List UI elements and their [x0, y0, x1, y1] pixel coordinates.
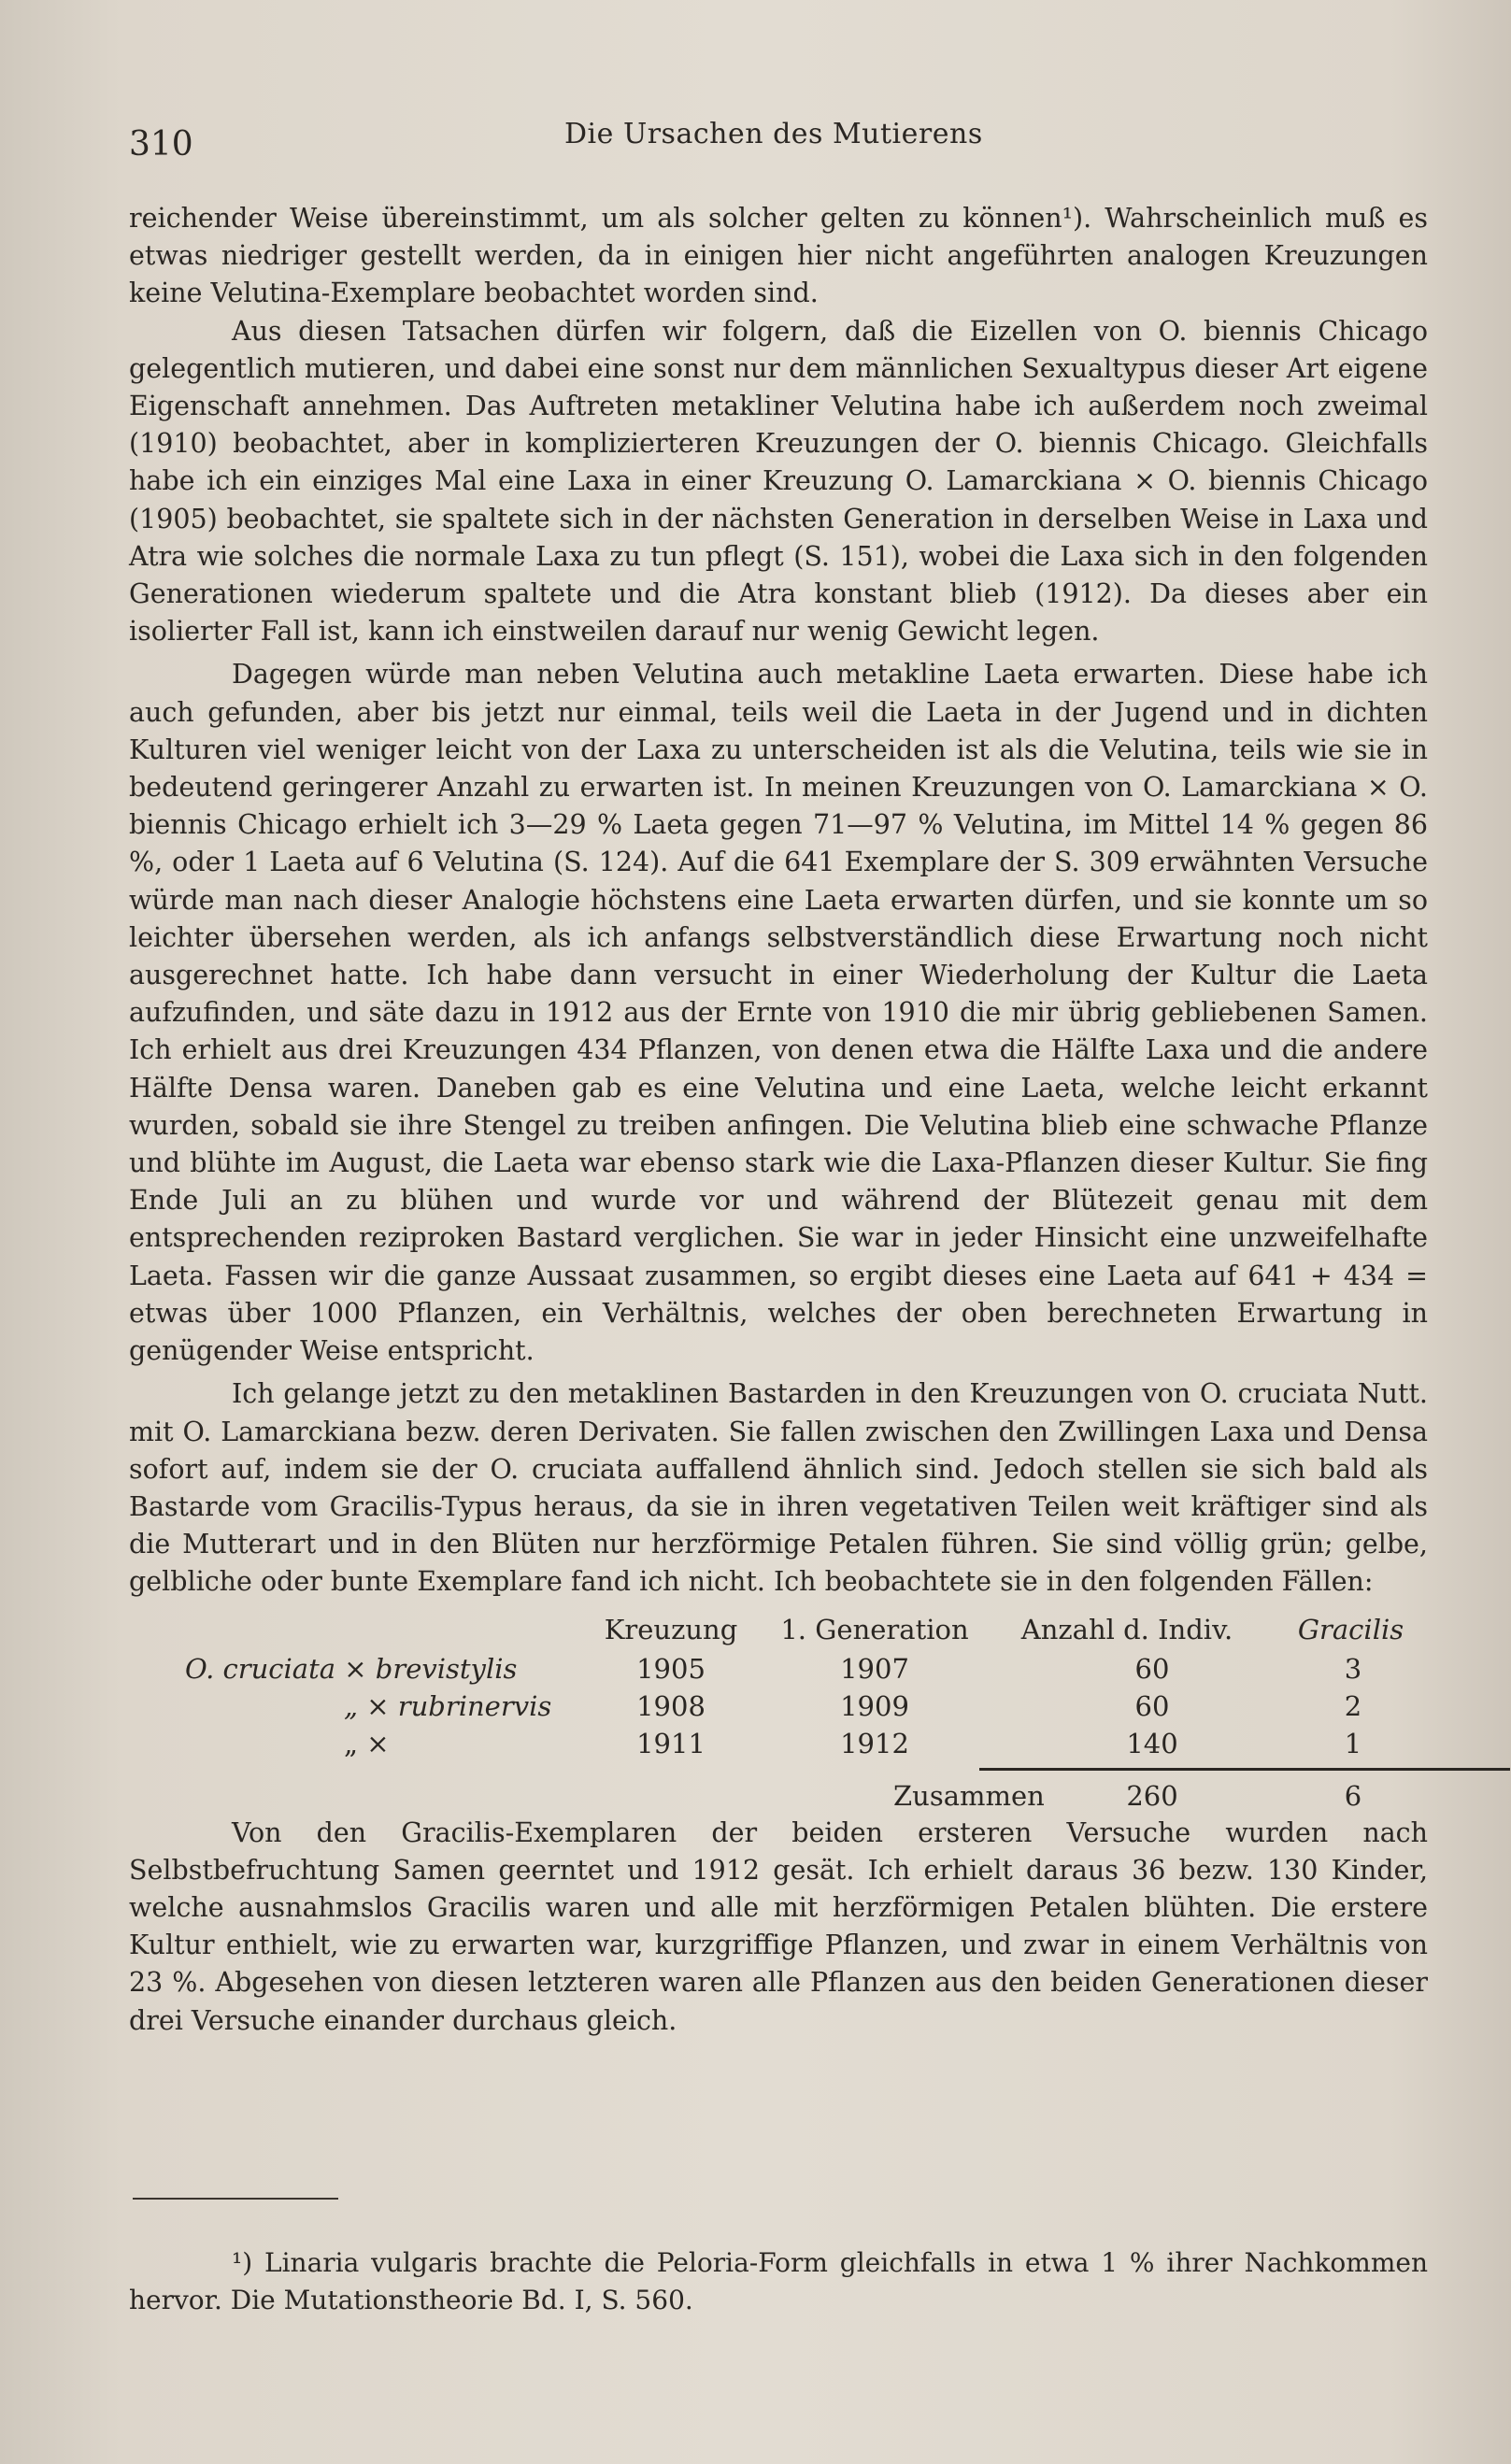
table-cell-kreuzung: 1911	[636, 1727, 706, 1759]
table-header-gracilis: Gracilis	[1297, 1613, 1404, 1645]
paragraph-continuation: reichender Weise übereinstimmt, um als solcher gelten zu können¹). Wahrscheinlich muß es etwas niedriger gestellt werden, da in einigen hier nicht angeführten analogen Kreuzungen keine Velutina-Exemplare beobachtet worden sind.	[129, 203, 1428, 309]
table-cell-anzahl: 140	[1126, 1727, 1178, 1759]
paragraph: Von den Gracilis-Exemplaren der beiden ersteren Versuche wurden nach Selbstbefruchtung Samen geerntet und 1912 gesät. Ich erhielt daraus 36 bezw. 130 Kinder, welche ausnahmslos Gracilis waren und alle mit herzförmigen Petalen blühten. Die erstere Kultur enthielt, wie zu erwarten war, kurzgriffige Pflanzen, und zwar in einem Verhältnis von 23 %. Abgesehen von diesen letzteren waren alle Pflanzen aus den beiden Generationen dieser drei Versuche einander durchaus gleich.	[129, 1816, 1428, 2036]
table-cell-kreuzung: 1908	[636, 1689, 706, 1722]
paragraph: Aus diesen Tatsachen dürfen wir folgern, daß die Eizellen von O. biennis Chicago gelegentlich mutieren, und dabei eine sonst nur dem männlichen Sexualtypus dieser Art eigene Eigenschaft annehmen. Das Auftreten metakliner Velutina habe ich außerdem noch zweimal (1910) beobachtet, aber in komplizierteren Kreuzungen der O. biennis Chicago. Gleichfalls habe ich ein einziges Mal eine Laxa in einer Kreuzung O. Lamarckiana × O. biennis Chicago (1905) beobachtet, sie spaltete sich in der nächsten Generation in derselben Weise in Laxa und Atra wie solches die normale Laxa zu tun pflegt (S. 151), wobei die Laxa sich in den folgenden Generationen wiederum spaltete und die Atra konstant blieb (1912). Da dieses aber ein isolierter Fall ist, kann ich einstweilen darauf nur wenig Gewicht legen.	[129, 315, 1428, 648]
running-title: Die Ursachen des Mutierens	[564, 118, 983, 150]
table-total-anzahl: 260	[1126, 1779, 1178, 1812]
page-number: 310	[129, 125, 193, 164]
footnote-divider	[133, 2198, 338, 2200]
table-cell-gracilis: 1	[1344, 1727, 1362, 1759]
table-total-label: Zusammen	[893, 1779, 1045, 1812]
table-cell-generation: 1912	[840, 1727, 909, 1759]
table-cell-generation: 1909	[840, 1689, 909, 1722]
table-row-label: „ × rubrinervis	[344, 1689, 552, 1722]
footnote: ¹) Linaria vulgaris brachte die Peloria-Form gleichfalls in etwa 1 % ihrer Nachkommen hervor. Die Mutationstheorie Bd. I, S. 560.	[129, 2247, 1428, 2315]
paragraph: Dagegen würde man neben Velutina auch metakline Laeta erwarten. Diese habe ich auch gefunden, aber bis jetzt nur einmal, teils weil die Laeta in der Jugend und in dichten Kulturen viel weniger leicht von der Laxa zu unterscheiden ist als die Velutina, teils wie sie in bedeutend geringerer Anzahl zu erwarten ist. In meinen Kreuzungen von O. Lamarckiana × O. biennis Chicago erhielt ich 3—29 % Laeta gegen 71—97 % Velutina, im Mittel 14 % gegen 86 %, oder 1 Laeta auf 6 Velutina (S. 124). Auf die 641 Exemplare der S. 309 erwähnten Versuche würde man nach dieser Analogie höchstens eine Laeta erwarten dürfen, und sie konnte um so leichter übersehen werden, als ich anfangs selbstverständlich diese Erwartung noch nicht ausgerechnet hatte. Ich habe dann versucht in einer Wiederholung der Kultur die Laeta aufzufinden, und säte dazu in 1912 aus der Ernte von 1910 die mir übrig gebliebenen Samen. Ich erhielt aus drei Kreuzungen 434 Pflanzen, von denen etwa die Hälfte Laxa und die andere Hälfte Densa waren. Daneben gab es eine Velutina und eine Laeta, welche leicht erkannt wurden, sobald sie ihre Stengel zu treiben anfingen. Die Velutina blieb eine schwache Pflanze und blühte im August, die Laeta war ebenso stark wie die Laxa-Pflanzen dieser Kultur. Sie fing Ende Juli an zu blühen und wurde vor und während der Blütezeit genau mit dem entsprechenden reziproken Bastard verglichen. Sie war in jeder Hinsicht eine unzweifelhafte Laeta. Fassen wir die ganze Aussaat zusammen, so ergibt dieses eine Laeta auf 641 + 434 = etwas über 1000 Pflanzen, ein Verhältnis, welches der oben berechneten Erwartung in genügender Weise entspricht.	[129, 659, 1428, 1367]
paragraph: Ich gelange jetzt zu den metaklinen Bastarden in den Kreuzungen von O. cruciata Nutt. mit O. Lamarckiana bezw. deren Derivaten. Sie fallen zwischen den Zwillingen Laxa und Densa sofort auf, indem sie der O. cruciata auffallend ähnlich sind. Jedoch stellen sie sich bald als Bastarde vom Gracilis-Typus heraus, da sie in ihren vegetativen Teilen weit kräftiger sind als die Mutterart und in den Blüten nur herzförmige Petalen führen. Sie sind völlig grün; gelbe, gelbliche oder bunte Exemplare fand ich nicht. Ich beobachtete sie in den folgenden Fällen:	[129, 1378, 1428, 1598]
table-header-kreuzung: Kreuzung	[604, 1613, 738, 1645]
table-cell-anzahl: 60	[1134, 1689, 1170, 1722]
table-header-anzahl: Anzahl d. Indiv.	[1020, 1613, 1233, 1645]
table-header-generation: 1. Generation	[780, 1613, 969, 1645]
page-header	[129, 118, 1418, 164]
table-cell-gracilis: 2	[1344, 1689, 1362, 1722]
table-total-gracilis: 6	[1344, 1779, 1362, 1812]
table-cell-kreuzung: 1905	[636, 1652, 706, 1685]
table-row-label: O. cruciata × brevistylis	[185, 1652, 518, 1685]
table-row-label: „ ×	[344, 1727, 390, 1759]
table-cell-anzahl: 60	[1134, 1652, 1170, 1685]
table-cell-gracilis: 3	[1344, 1652, 1362, 1685]
crossing-table	[129, 1611, 1428, 1815]
table-cell-generation: 1907	[840, 1652, 909, 1685]
main-text	[129, 200, 1428, 2040]
sum-rule	[979, 1768, 1510, 1771]
